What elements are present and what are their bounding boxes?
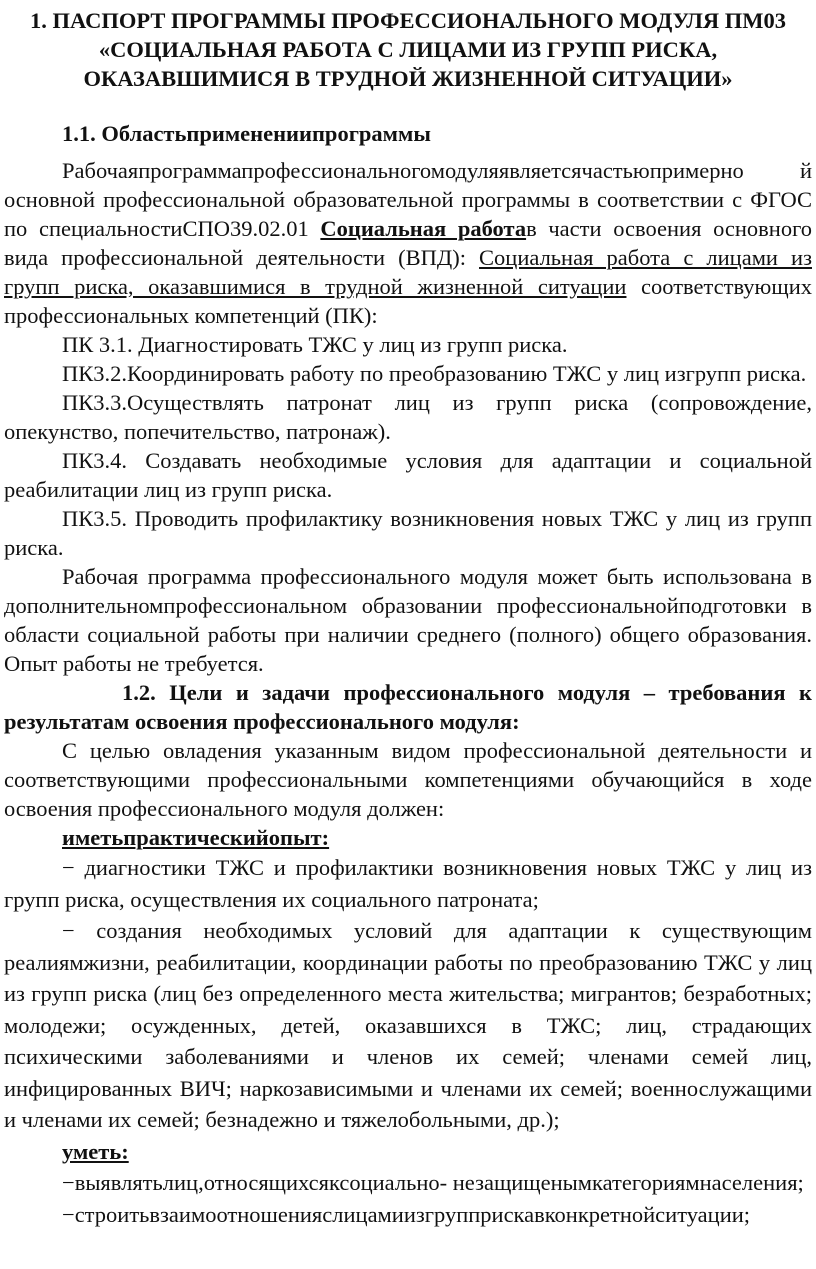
section-1-2-intro: С целью овладения указанным видом профессиональной деятельности и соответствующими профессиональными компетенциями обучающийся в ходе освоения профессионального модуля должен: — [4, 738, 812, 821]
competency-pk-3-3: ПК3.3.Осуществлять патронат лиц из групп риска (сопровождение, опекунство, попечительство, патронаж). — [4, 390, 812, 444]
intro-text-3: соответствующих профессиональных компетенций (ПК): — [4, 274, 812, 328]
intro-text-2: в части освоения основного вида профессиональной деятельности (ВПД): — [4, 216, 813, 270]
competency-pk-3-2: ПК3.2.Координировать работу по преобразованию ТЖС у лиц изгрупп риска. — [62, 361, 807, 386]
skills-label: уметь: — [62, 1138, 129, 1164]
title-line-1: 1. ПАСПОРТ ПРОГРАММЫ ПРОФЕССИОНАЛЬНОГО МОДУЛЯ ПМ03 — [29, 8, 787, 33]
competency-pk-3-4: ПК3.4. Создавать необходимые условия для адаптации и социальной реабилитации лиц из групп риска. — [4, 448, 812, 502]
skills-label-row — [4, 1136, 812, 1168]
usage-paragraph: Рабочая программа профессионального модуля может быть использована в дополнительномпрофессиональном образовании профессиональнойподготовки в области социальной работы при наличии среднего (полного) общего образования. Опыт работы не требуется. — [4, 564, 812, 676]
skill-item: −выявлятьлиц,относящихсяксоциально- незащищенымкатегориямнаселения; — [62, 1170, 804, 1195]
experience-item: − создания необходимых условий для адаптации к существующим реалиямжизни, реабилитации, координации работы по преобразованию ТЖС у лиц из групп риска (лиц без определенного места жительства; мигрантов; безработных; молодежи; осужденных, детей, оказавшихся в ТЖС; лиц, страдающих психическими заболеваниями и членов их семей; членами семей лиц, инфицированных ВИЧ; наркозависимыми и членами их семей; военнослужащими и членами их семей; безнадежно и тяжелобольными, др.); — [4, 918, 812, 1132]
competency-pk-3-5: ПК3.5. Проводить профилактику возникновения новых ТЖС у лиц из групп риска. — [4, 506, 812, 560]
skill-item: −строитьвзаимоотношенияслицамиизгрупприскавконкретнойситуации; — [62, 1201, 751, 1227]
section-1-1-heading: 1.1. Областьприменениипрограммы — [62, 121, 431, 146]
document-page — [0, 4, 816, 1269]
document-title — [4, 4, 812, 93]
title-line-2: «СОЦИАЛЬНАЯ РАБОТА С ЛИЦАМИ ИЗ ГРУПП РИСКА, — [98, 37, 718, 62]
competency-pk-3-1: ПК 3.1. Диагностировать ТЖС у лиц из групп риска. — [62, 332, 568, 357]
section-1-2-heading: 1.2. Цели и задачи профессионального модуля – требования к результатам освоения профессионального модуля: — [4, 680, 812, 734]
intro-text-1: Рабочаяпрограммапрофессиональногомодуляявляетсячастьюпримерно й основной профессиональной образовательной программы в соответствии с ФГОС по специальностиСПО39.02.01 — [4, 158, 812, 241]
experience-label-row — [4, 823, 812, 852]
specialty-name: Социальная работа — [320, 216, 527, 241]
vpd-name: Социальная работа с лицами из групп риска, оказавшимися в трудной жизненной ситуации — [4, 245, 812, 299]
experience-item: − диагностики ТЖС и профилактики возникновения новых ТЖС у лиц из групп риска, осуществления их социального патроната; — [4, 855, 812, 912]
section-1-1-intro — [4, 156, 812, 330]
experience-label: иметьпрактическийопыт: — [62, 825, 330, 850]
title-line-3: ОКАЗАВШИМИСЯ В ТРУДНОЙ ЖИЗНЕННОЙ СИТУАЦИИ» — [83, 66, 733, 91]
